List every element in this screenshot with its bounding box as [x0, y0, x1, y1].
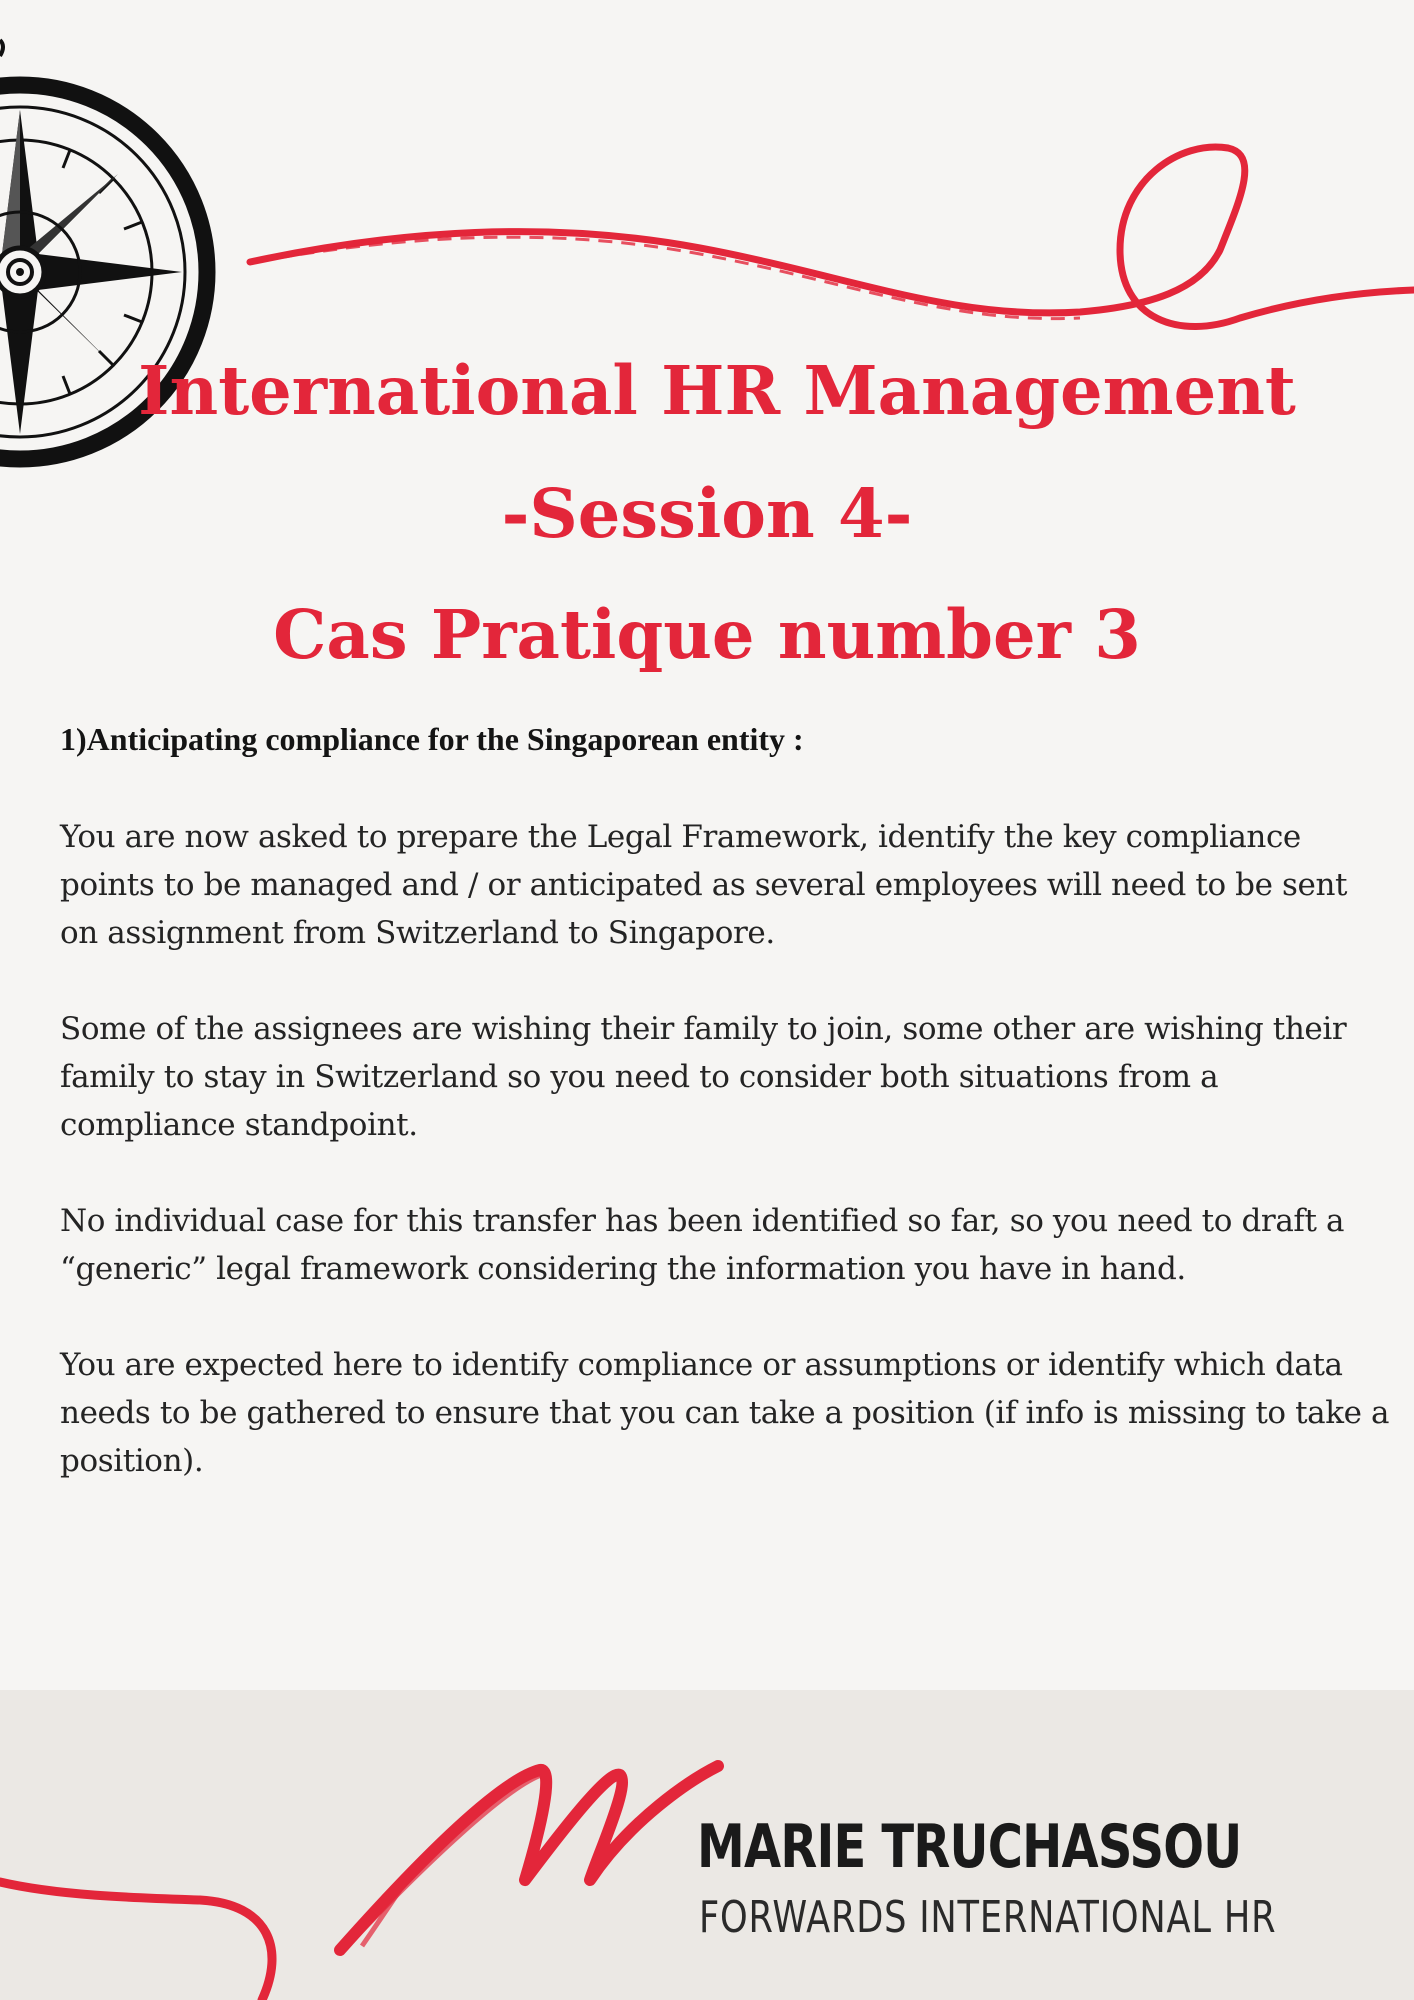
- page-title: International HR Management: [138, 351, 1296, 430]
- paragraph-generic-framework: No individual case for this transfer has been identified so far, so you need to draft a “generic” legal framework considering the information you have in hand.: [60, 1203, 1345, 1287]
- case-subtitle: Cas Pratique number 3: [273, 595, 1141, 674]
- paragraph-legal-framework: You are now asked to prepare the Legal Framework, identify the key compliance points to be managed and / or anticipated as several employees will need to be sent on assignment from Switzerland to Singapore.: [60, 819, 1348, 951]
- paragraph-expectations: You are expected here to identify compliance or assumptions or identify which data needs to be gathered to ensure that you can take a position (if info is missing to take a position).: [60, 1347, 1390, 1479]
- section-heading: 1)Anticipating compliance for the Singaporean entity :: [60, 721, 804, 757]
- paragraph-family: Some of the assignees are wishing their family to join, some other are wishing their family to stay in Switzerland so you need to consider both situations from a compliance standpoint.: [60, 1011, 1347, 1143]
- brand-name: MARIE TRUCHASSOU: [697, 1812, 1242, 1882]
- brand-tagline: FORWARDS INTERNATIONAL HR: [699, 1892, 1277, 1943]
- session-subtitle: -Session 4-: [501, 474, 913, 553]
